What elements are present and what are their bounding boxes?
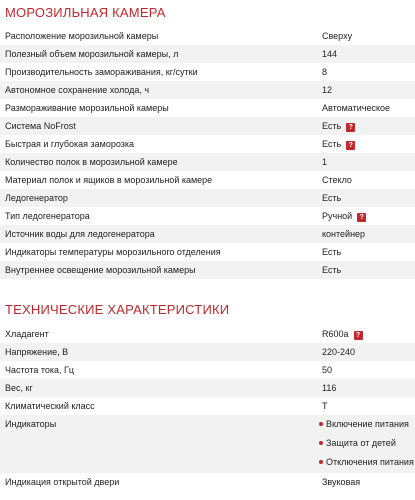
spec-value: 1 xyxy=(322,157,328,167)
spec-row-indicators xyxy=(0,415,415,473)
spec-label: Производительность замораживания, кг/сутки xyxy=(5,67,198,77)
spec-value: 50 xyxy=(322,365,333,375)
bullet-dot-icon xyxy=(319,441,323,445)
freezer-section-title: МОРОЗИЛЬНАЯ КАМЕРА xyxy=(5,5,166,20)
spec-value: T xyxy=(322,401,328,411)
spec-label: Автономное сохранение холода, ч xyxy=(5,85,150,95)
spec-label: Расположение морозильной камеры xyxy=(5,31,159,41)
spec-value: Есть xyxy=(322,265,342,275)
spec-row-freezing-capacity xyxy=(0,63,415,81)
spec-value: 116 xyxy=(322,383,337,393)
spec-row-nofrost xyxy=(0,117,415,135)
spec-row-quick-freeze xyxy=(0,135,415,153)
spec-label: Хладагент xyxy=(5,329,49,339)
spec-value-text: Есть xyxy=(322,139,342,149)
spec-row-freezer-volume xyxy=(0,45,415,63)
spec-row-shelf-material xyxy=(0,171,415,189)
spec-row-temp-indicators xyxy=(0,243,415,261)
spec-value xyxy=(322,135,355,153)
spec-value-text: R600a xyxy=(322,329,349,339)
freezer-spec-list xyxy=(0,27,415,279)
spec-row-voltage xyxy=(0,343,415,361)
spec-label: Климатический класс xyxy=(5,401,95,411)
spec-row-autonomous-cold xyxy=(0,81,415,99)
indicator-list xyxy=(319,415,414,472)
spec-row-interior-light xyxy=(0,261,415,279)
spec-value xyxy=(322,207,366,225)
spec-row-ice-maker-type xyxy=(0,207,415,225)
spec-value: 8 xyxy=(322,67,328,77)
spec-label: Частота тока, Гц xyxy=(5,365,75,375)
spec-value: контейнер xyxy=(322,229,366,239)
spec-label: Система NoFrost xyxy=(5,121,76,131)
spec-label: Вес, кг xyxy=(5,383,33,393)
spec-label: Количество полок в морозильной камере xyxy=(5,157,178,167)
spec-value: 144 xyxy=(322,49,338,59)
spec-value: Автоматическое xyxy=(322,103,391,113)
tech-spec-list xyxy=(0,325,415,491)
spec-row-climate-class xyxy=(0,397,415,415)
spec-label: Размораживание морозильной камеры xyxy=(5,103,169,113)
spec-label: Внутреннее освещение морозильной камеры xyxy=(5,265,196,275)
spec-row-frequency xyxy=(0,361,415,379)
spec-value xyxy=(322,325,363,343)
help-icon[interactable]: ? xyxy=(346,123,355,132)
spec-row-ice-maker xyxy=(0,189,415,207)
spec-label: Быстрая и глубокая заморозка xyxy=(5,139,135,149)
spec-value: Есть xyxy=(322,247,342,257)
spec-label: Индикаторы xyxy=(5,419,57,429)
spec-row-shelf-count xyxy=(0,153,415,171)
spec-value: 220-240 xyxy=(322,347,356,357)
indicator-text: Отключения питания xyxy=(326,457,414,467)
spec-row-refrigerant xyxy=(0,325,415,343)
spec-label: Индикаторы температуры морозильного отделения xyxy=(5,247,221,257)
spec-value: Сверху xyxy=(322,31,353,41)
indicator-item xyxy=(319,453,414,472)
spec-value: Стекло xyxy=(322,175,352,185)
spec-value xyxy=(322,117,355,135)
spec-label: Материал полок и ящиков в морозильной камере xyxy=(5,175,213,185)
spec-value-text: Ручной xyxy=(322,211,353,221)
help-icon[interactable]: ? xyxy=(346,141,355,150)
spec-label: Индикация открытой двери xyxy=(5,477,120,487)
help-icon[interactable]: ? xyxy=(354,331,363,340)
help-icon[interactable]: ? xyxy=(357,213,366,222)
indicator-item xyxy=(319,434,414,453)
spec-row-defrost xyxy=(0,99,415,117)
spec-label: Полезный объем морозильной камеры, л xyxy=(5,49,179,59)
spec-label: Источник воды для ледогенератора xyxy=(5,229,155,239)
spec-value: Есть xyxy=(322,193,342,203)
indicator-text: Включение питания xyxy=(326,419,409,429)
spec-row-weight xyxy=(0,379,415,397)
indicator-text: Защита от детей xyxy=(326,438,396,448)
spec-label: Ледогенератор xyxy=(5,193,68,203)
spec-value: 12 xyxy=(322,85,333,95)
indicator-item xyxy=(319,415,414,434)
spec-row-door-indication xyxy=(0,473,415,491)
spec-value: Звуковая xyxy=(322,477,361,487)
spec-value-text: Есть xyxy=(322,121,342,131)
bullet-dot-icon xyxy=(319,460,323,464)
spec-row-freezer-position xyxy=(0,27,415,45)
spec-label: Тип ледогенератора xyxy=(5,211,90,221)
tech-section-title: ТЕХНИЧЕСКИЕ ХАРАКТЕРИСТИКИ xyxy=(5,302,230,317)
bullet-dot-icon xyxy=(319,422,323,426)
spec-label: Напряжение, В xyxy=(5,347,69,357)
spec-row-water-source xyxy=(0,225,415,243)
